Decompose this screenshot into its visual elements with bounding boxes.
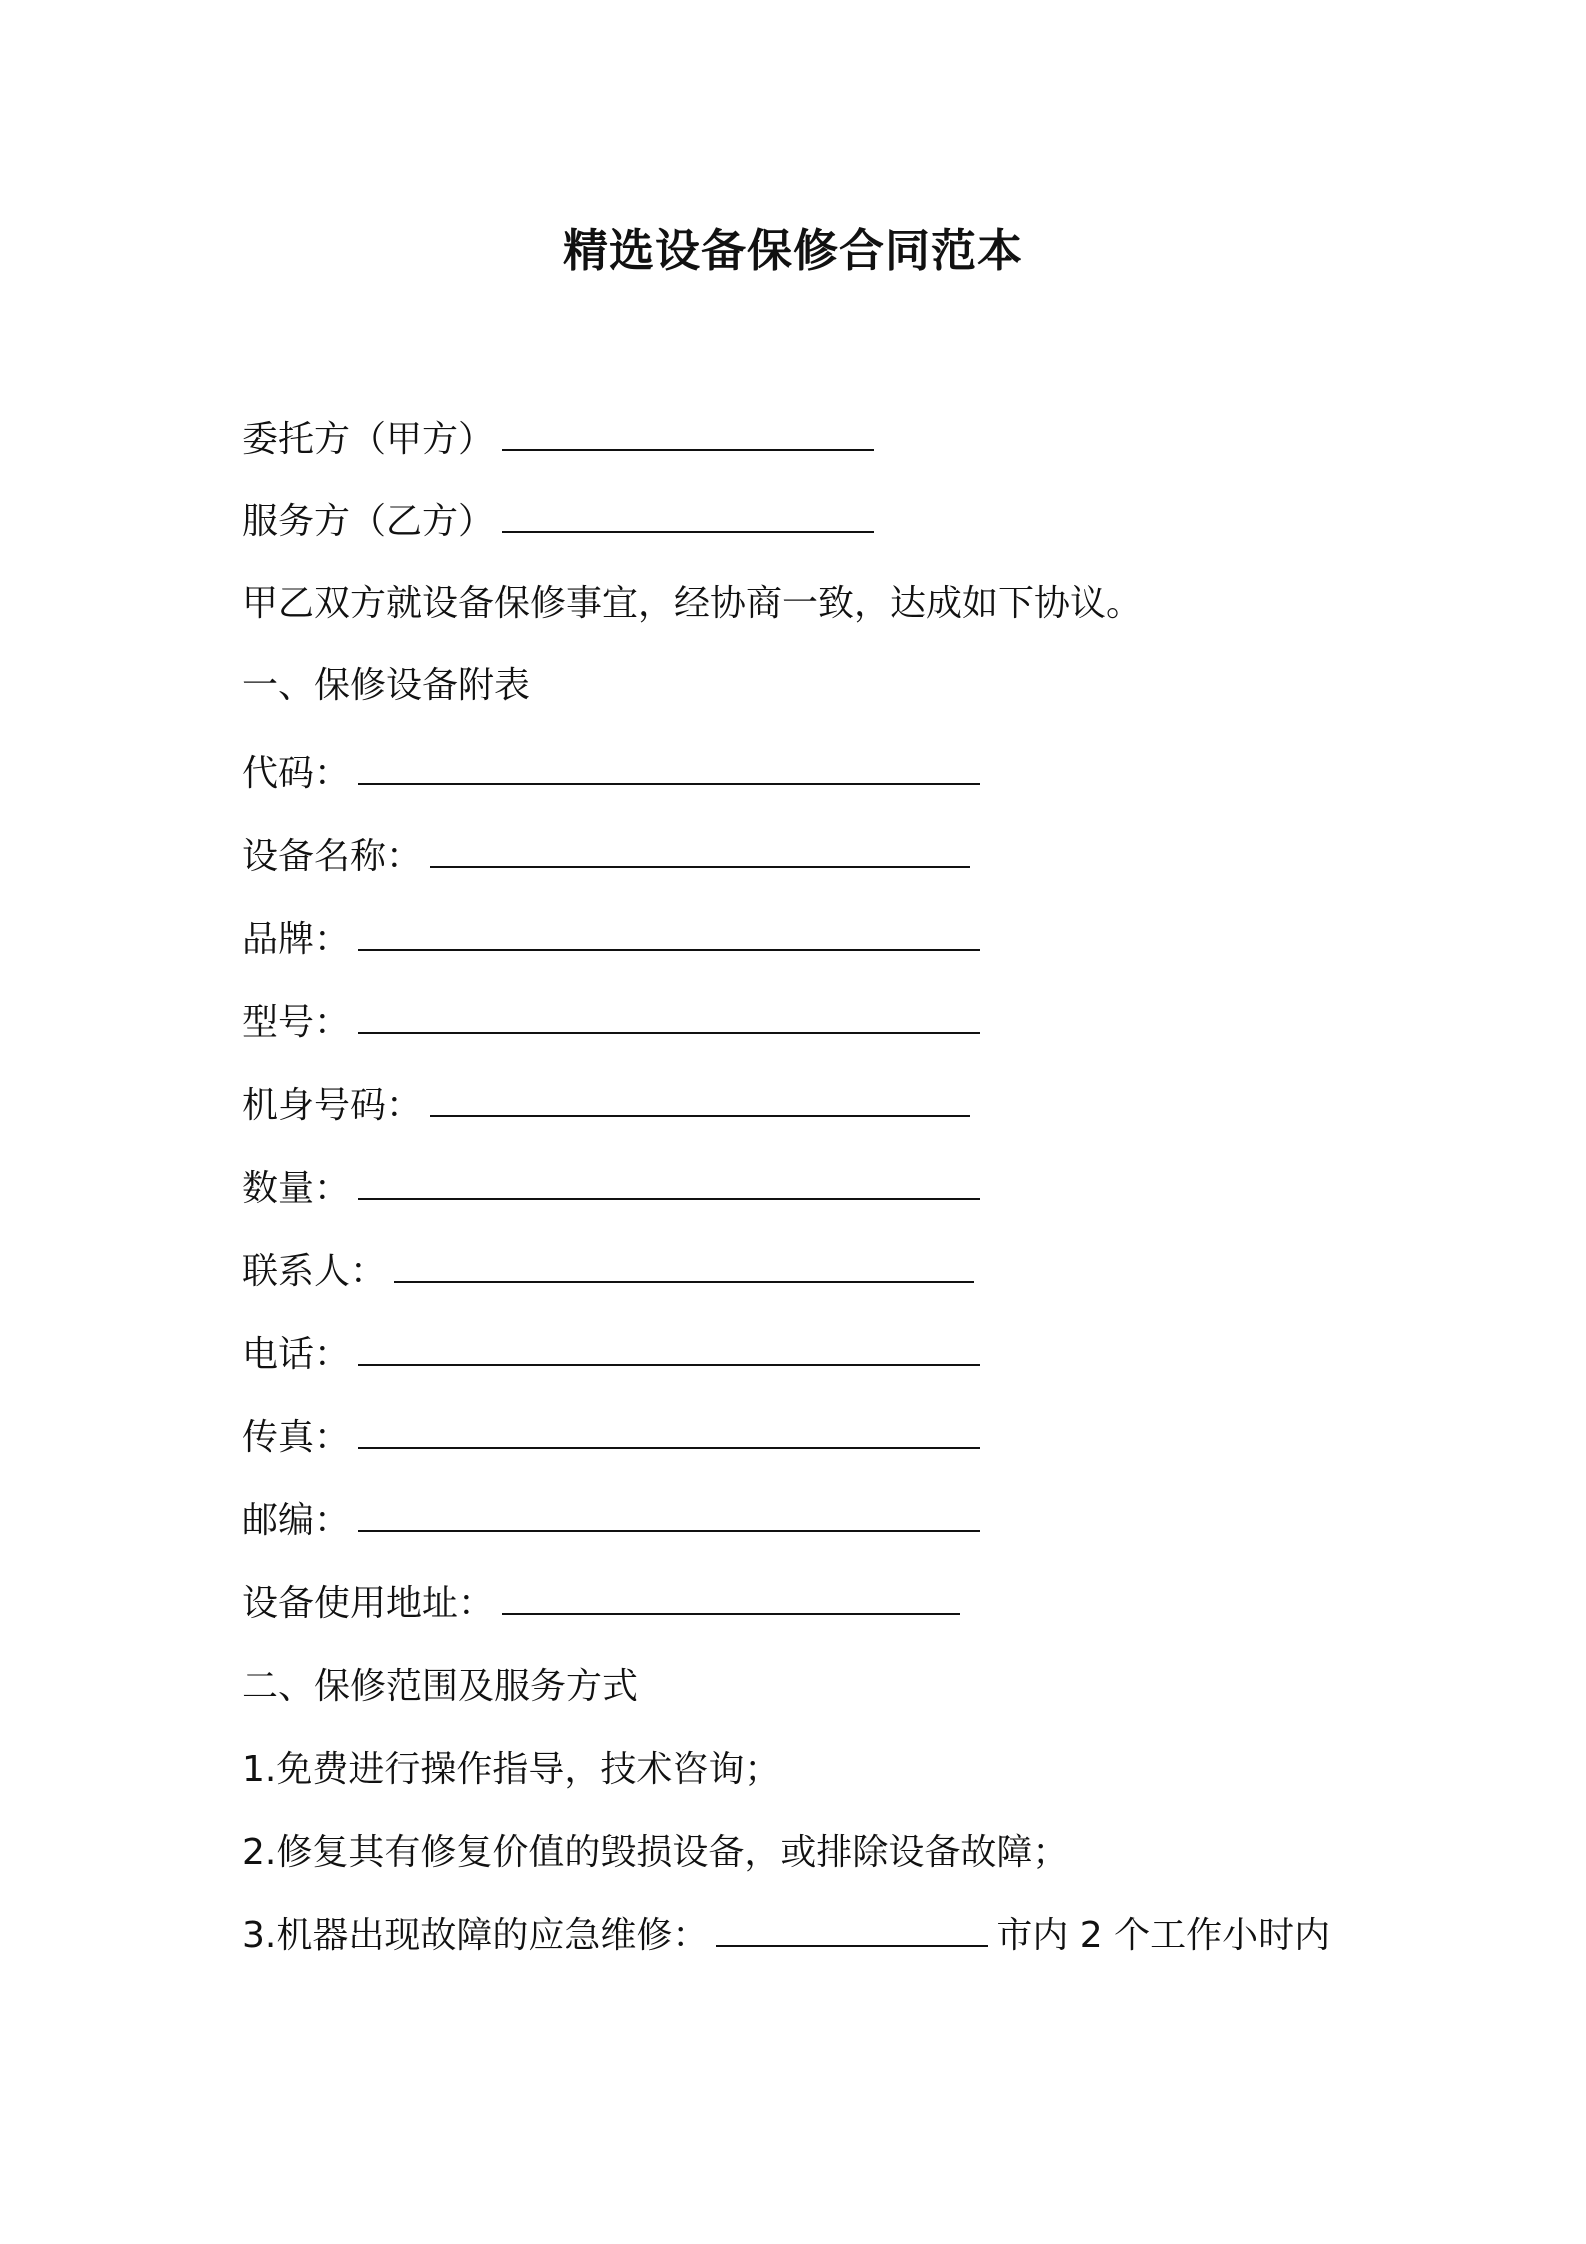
field-fax: [242, 1414, 980, 1462]
field-phone-label: 电话：: [242, 1334, 351, 1375]
party-b-line: [242, 498, 874, 546]
field-contact-blank[interactable]: [394, 1249, 974, 1283]
field-fax-label: 传真：: [242, 1417, 351, 1458]
field-equipment-name-label: 设备名称：: [242, 836, 423, 877]
field-model: [242, 999, 980, 1047]
field-phone: [242, 1331, 980, 1379]
party-a-line: [242, 416, 874, 464]
field-fax-blank[interactable]: [358, 1415, 980, 1449]
field-postcode: [242, 1497, 980, 1545]
field-model-label: 型号：: [242, 1002, 351, 1043]
field-postcode-blank[interactable]: [358, 1498, 980, 1532]
field-quantity-label: 数量：: [242, 1168, 351, 1209]
document-title: 精选设备保修合同范本: [562, 224, 1023, 277]
field-code-blank[interactable]: [358, 751, 980, 785]
scope-item-2: 2.修复其有修复价值的毁损设备，或排除设备故障；: [242, 1832, 1069, 1873]
field-code: [242, 750, 980, 798]
field-code-label: 代码：: [242, 753, 351, 794]
party-a-blank[interactable]: [502, 417, 874, 451]
field-contact: [242, 1248, 974, 1296]
field-phone-blank[interactable]: [358, 1332, 980, 1366]
field-brand-label: 品牌：: [242, 919, 351, 960]
field-serial-number: [242, 1082, 970, 1130]
field-equipment-name: [242, 833, 970, 881]
intro-paragraph: 甲乙双方就设备保修事宜，经协商一致，达成如下协议。: [242, 583, 1143, 624]
scope-item-3-prefix: 3.机器出现故障的应急维修：: [242, 1915, 709, 1956]
field-address: [242, 1580, 960, 1628]
scope-item-3-suffix: 市内 2 个工作小时内: [996, 1915, 1331, 1956]
field-brand: [242, 916, 980, 964]
field-address-blank[interactable]: [502, 1581, 960, 1615]
party-a-label: 委托方（甲方）: [242, 419, 495, 460]
field-quantity: [242, 1165, 980, 1213]
scope-item-3-blank[interactable]: [716, 1913, 988, 1947]
field-brand-blank[interactable]: [358, 917, 980, 951]
scope-item-1: 1.免费进行操作指导，技术咨询；: [242, 1749, 781, 1790]
scope-item-3: [242, 1912, 1330, 1960]
field-quantity-blank[interactable]: [358, 1166, 980, 1200]
field-serial-number-label: 机身号码：: [242, 1085, 423, 1126]
field-contact-label: 联系人：: [242, 1251, 387, 1292]
field-postcode-label: 邮编：: [242, 1500, 351, 1541]
section-2-heading: 二、保修范围及服务方式: [242, 1666, 639, 1707]
section-1-heading: 一、保修设备附表: [242, 665, 531, 706]
field-address-label: 设备使用地址：: [242, 1583, 495, 1624]
party-b-label: 服务方（乙方）: [242, 501, 495, 542]
party-b-blank[interactable]: [502, 499, 874, 533]
field-equipment-name-blank[interactable]: [430, 834, 970, 868]
field-model-blank[interactable]: [358, 1000, 980, 1034]
field-serial-number-blank[interactable]: [430, 1083, 970, 1117]
